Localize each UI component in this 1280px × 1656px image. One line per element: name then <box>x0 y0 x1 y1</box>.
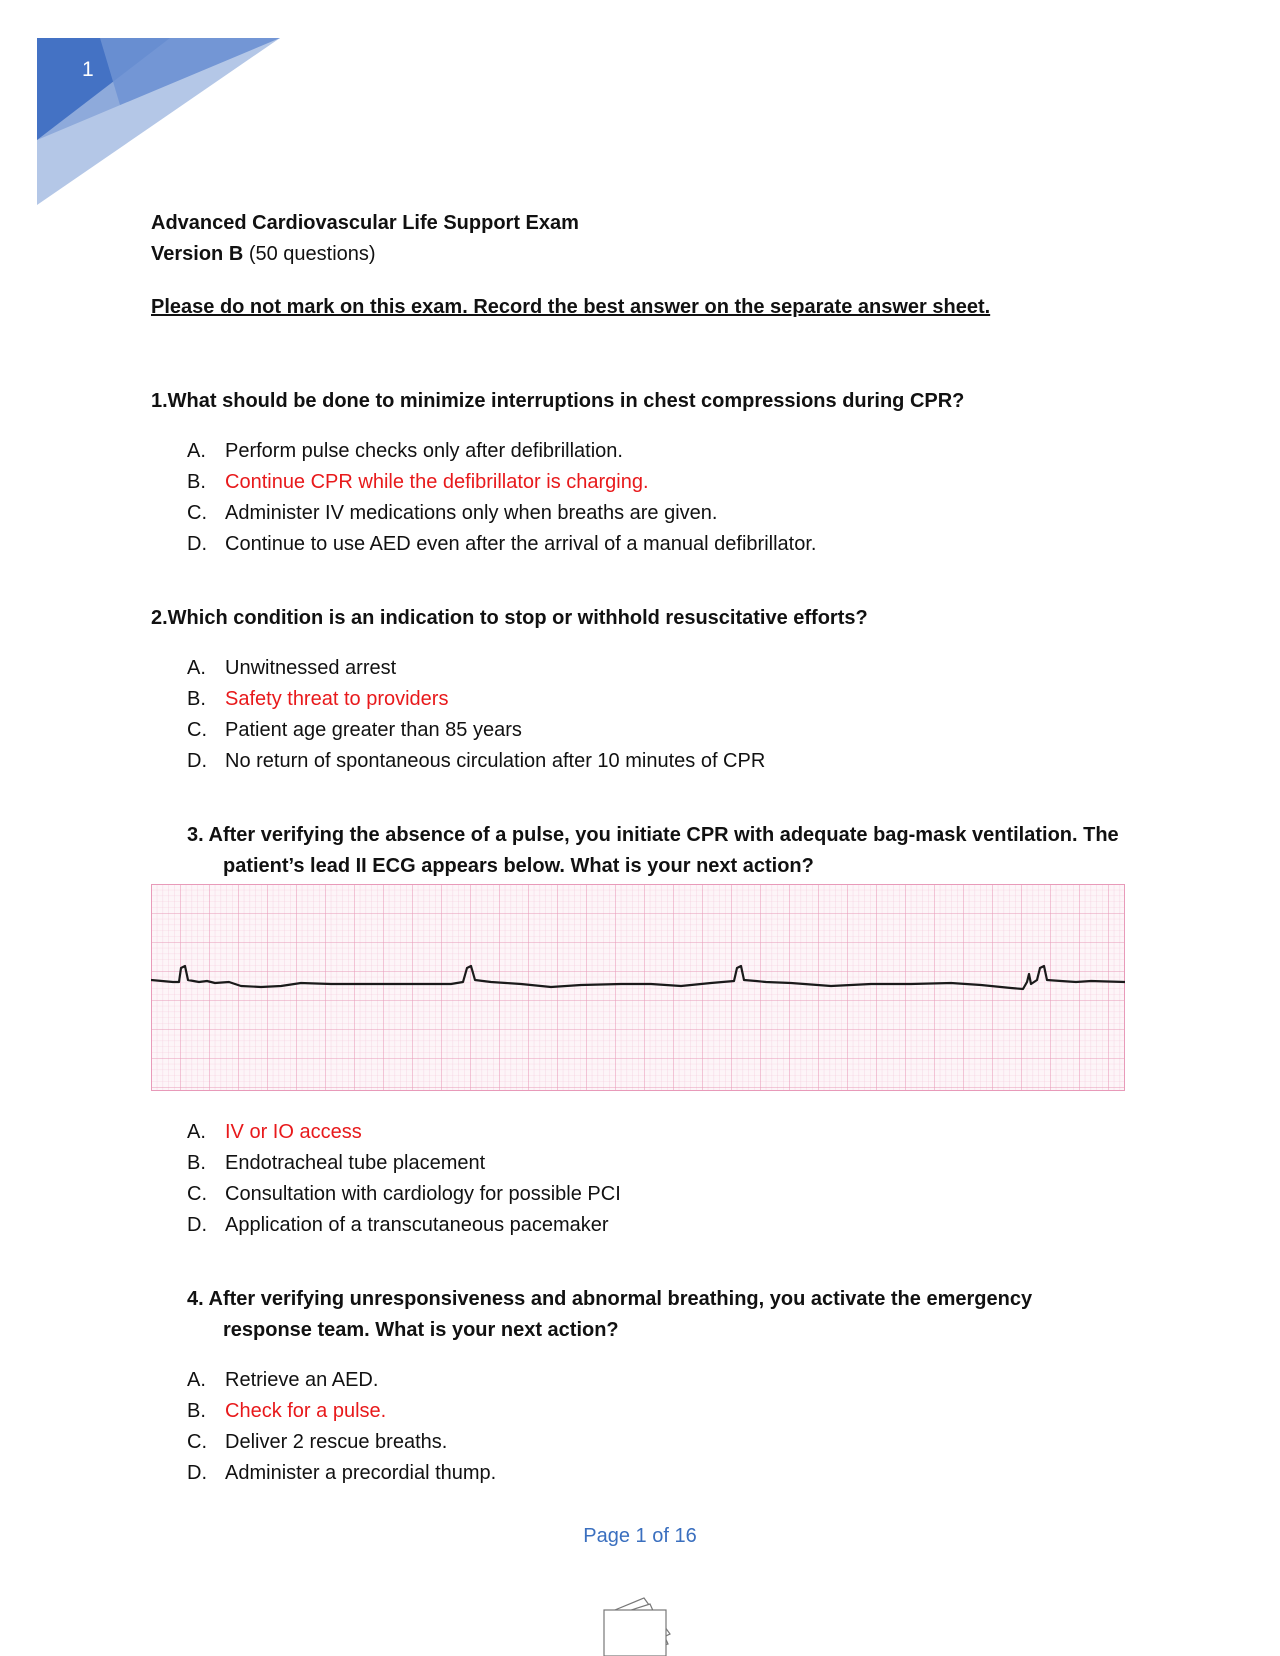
question-3-line2: patient’s lead II ECG appears below. What is your next action? <box>223 855 814 877</box>
option: A. Unwitnessed arrest <box>187 657 397 679</box>
option: D. Application of a transcutaneous pacemaker <box>187 1214 609 1236</box>
exam-title: Advanced Cardiovascular Life Support Exam <box>151 212 579 234</box>
option: A. Retrieve an AED. <box>187 1369 379 1391</box>
question-2-options <box>187 653 765 777</box>
exam-version <box>151 239 1151 270</box>
option: C. Patient age greater than 85 years <box>187 719 522 741</box>
option: C. Consultation with cardiology for possible PCI <box>187 1183 621 1205</box>
question-4 <box>187 1284 1157 1346</box>
option: D. No return of spontaneous circulation after 10 minutes of CPR <box>187 750 766 772</box>
question-1: 1.What should be done to minimize interruptions in chest compressions during CPR? <box>151 390 965 412</box>
option-correct: B. Continue CPR while the defibrillator is charging. <box>187 471 649 493</box>
question-4-options <box>187 1365 496 1489</box>
question-3-options <box>187 1117 621 1241</box>
page-stack-icon <box>590 1594 682 1656</box>
option: B. Endotracheal tube placement <box>187 1152 486 1174</box>
version-label: Version B <box>151 243 244 265</box>
option: C. Deliver 2 rescue breaths. <box>187 1431 448 1453</box>
option: D. Continue to use AED even after the arrival of a manual defibrillator. <box>187 533 817 555</box>
option: D. Administer a precordial thump. <box>187 1462 497 1484</box>
version-note: (50 questions) <box>243 243 376 265</box>
page-footer: Page 1 of 16 <box>583 1525 697 1547</box>
exam-notice: Please do not mark on this exam. Record the best answer on the separate answer sheet. <box>151 296 991 318</box>
option-correct: B. Safety threat to providers <box>187 688 449 710</box>
question-1-options <box>187 436 816 560</box>
option-correct: B. Check for a pulse. <box>187 1400 387 1422</box>
question-4-line1: 4. After verifying unresponsiveness and abnormal breathing, you activate the emergency <box>187 1288 1033 1310</box>
question-3-line1: 3. After verifying the absence of a pulse, you initiate CPR with adequate bag-mask ventilation. The <box>187 824 1119 846</box>
exam-header <box>151 208 1151 323</box>
ecg-strip-image <box>151 884 1125 1091</box>
option: C. Administer IV medications only when breaths are given. <box>187 502 718 524</box>
corner-decoration <box>0 0 300 220</box>
question-2: 2.Which condition is an indication to stop or withhold resuscitative efforts? <box>151 607 868 629</box>
question-4-line2: response team. What is your next action? <box>223 1319 619 1341</box>
option-correct: A. IV or IO access <box>187 1121 362 1143</box>
question-3 <box>187 820 1157 882</box>
corner-page-number: 1 <box>82 58 94 81</box>
option: A. Perform pulse checks only after defibrillation. <box>187 440 623 462</box>
